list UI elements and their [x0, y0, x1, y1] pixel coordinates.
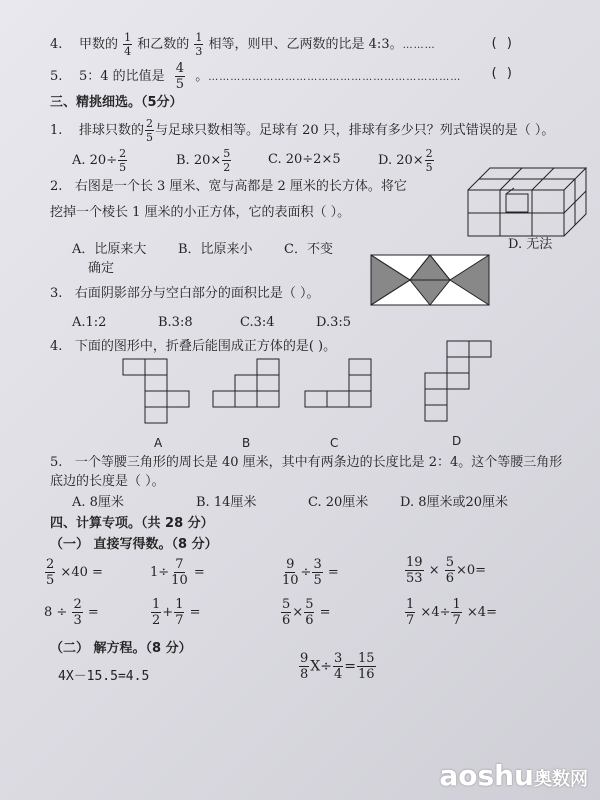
- s3-question-3: 3. 右面阴影部分与空白部分的面积比是（ ）。: [50, 286, 320, 301]
- equation-2: $\frac{9}{8}$ X÷ $\frac{3}{4}$ = $\frac{15}{16}$: [300, 651, 375, 682]
- net-a[interactable]: [122, 358, 192, 428]
- cuboid-figure: [466, 160, 586, 240]
- calc-r2c4: $\frac{1}{7}$ ×4÷ $\frac{1}{7}$ ×4=: [406, 597, 497, 628]
- calc-r1c1: $\frac{2}{5}$ ×40 =: [46, 557, 103, 588]
- s3-question-2: 2. 右图是一个长 3 厘米、宽与高都是 2 厘米的长方体。将它: [50, 179, 407, 194]
- subsection-2-title: （二） 解方程。（8 分）: [50, 641, 192, 656]
- s3q2-option-c-cont: 确定: [88, 261, 115, 276]
- section-3-title: 三、精挑细选。（5分）: [50, 95, 183, 110]
- s3q1-option-d[interactable]: D. 20× $\frac{2}{5}$: [378, 147, 433, 174]
- s3q2-option-d[interactable]: D. 无法: [508, 237, 553, 252]
- equation-1: 4X－15.5=4.5: [58, 669, 150, 684]
- fraction: $\frac{1}{4}$: [124, 31, 132, 58]
- net-d[interactable]: [424, 340, 494, 430]
- subsection-1-title: （一） 直接写得数。（8 分）: [50, 537, 218, 552]
- answer-paren-4[interactable]: ( ): [490, 36, 514, 51]
- s3q5-option-c[interactable]: C. 20厘米: [308, 495, 369, 510]
- calc-r2c3: $\frac{5}{6}$ × $\frac{5}{6}$ =: [282, 597, 331, 628]
- s3q2-option-b[interactable]: B．比原来小: [178, 242, 253, 257]
- section-4-title: 四、计算专项。（共 28 分）: [50, 516, 214, 531]
- s3q2-option-a[interactable]: A．比原来大: [72, 242, 147, 257]
- s3q5-option-b[interactable]: B. 14厘米: [196, 495, 257, 510]
- s3q1-option-b[interactable]: B. 20× $\frac{5}{2}$: [176, 147, 231, 174]
- net-label-d: D: [452, 434, 462, 448]
- fraction: $\frac{4}{5}$: [175, 61, 185, 92]
- s3-question-5-line2: 底边的长度是（ ）。: [50, 474, 165, 489]
- calc-r1c3: $\frac{9}{10}$ ÷ $\frac{3}{5}$ =: [282, 557, 339, 588]
- s3q5-option-a[interactable]: A. 8厘米: [72, 495, 124, 510]
- s3-question-1: 1. 排球只数的 $\frac{2}{5}$ 与足球只数相等。足球有 20 只，排球有多少只？列式错误的是（ ）。: [50, 117, 555, 144]
- answer-paren-5[interactable]: ( ): [490, 66, 514, 81]
- s3q1-option-c[interactable]: C. 20÷2×5: [268, 152, 341, 167]
- question-5: 5. 5：4 的比值是 $\frac{4}{5}$ 。……………………………………………………………: [50, 61, 462, 92]
- question-4: 4. 甲数的 $\frac{1}{4}$ 和乙数的 $\frac{1}{3}$ 相等，则甲、乙两数的比是 4:3。………: [50, 31, 436, 58]
- calc-r2c2: $\frac{1}{2}$ + $\frac{1}{7}$ =: [152, 597, 201, 628]
- s3-question-5: 5. 一个等腰三角形的周长是 40 厘米，其中有两条边的长度比是 2：4。这个等腰三角形: [50, 455, 563, 470]
- net-label-b: B: [242, 436, 251, 450]
- aoshu-logo: aoshu奥数网: [439, 759, 588, 792]
- fraction: $\frac{1}{3}$: [195, 31, 203, 58]
- s3-question-4: 4. 下面的图形中，折叠后能围成正方体的是( )。: [50, 339, 337, 354]
- calc-r1c2: 1÷ $\frac{7}{10}$ =: [150, 557, 205, 588]
- net-b[interactable]: [212, 358, 282, 418]
- s3q2-option-c[interactable]: C．不变: [284, 242, 333, 257]
- s3-question-2-line2: 挖掉一个棱长 1 厘米的小正方体，它的表面积（ ）。: [50, 205, 351, 220]
- net-label-c: C: [330, 436, 339, 450]
- s3q3-option-b[interactable]: B.3:8: [158, 315, 193, 330]
- s3q5-option-d[interactable]: D. 8厘米或20厘米: [400, 495, 509, 510]
- s3q1-option-a[interactable]: A. 20÷ $\frac{2}{5}$: [72, 147, 127, 174]
- fraction: $\frac{2}{5}$: [425, 147, 433, 174]
- s3q3-option-c[interactable]: C.3:4: [240, 315, 275, 330]
- calc-r1c4: $\frac{19}{53}$ × $\frac{5}{6}$ ×0=: [406, 555, 487, 586]
- calc-r2c1: 8 ÷ $\frac{2}{3}$ =: [44, 597, 99, 628]
- shaded-rectangle-figure: [370, 254, 490, 306]
- s3q3-option-d[interactable]: D.3:5: [316, 315, 352, 330]
- fraction: $\frac{5}{2}$: [223, 147, 231, 174]
- net-label-a: A: [154, 436, 163, 450]
- net-c[interactable]: [304, 358, 374, 418]
- fraction: $\frac{2}{5}$: [119, 147, 127, 174]
- s3q3-option-a[interactable]: A.1:2: [72, 315, 107, 330]
- fraction: $\frac{2}{5}$: [145, 117, 153, 144]
